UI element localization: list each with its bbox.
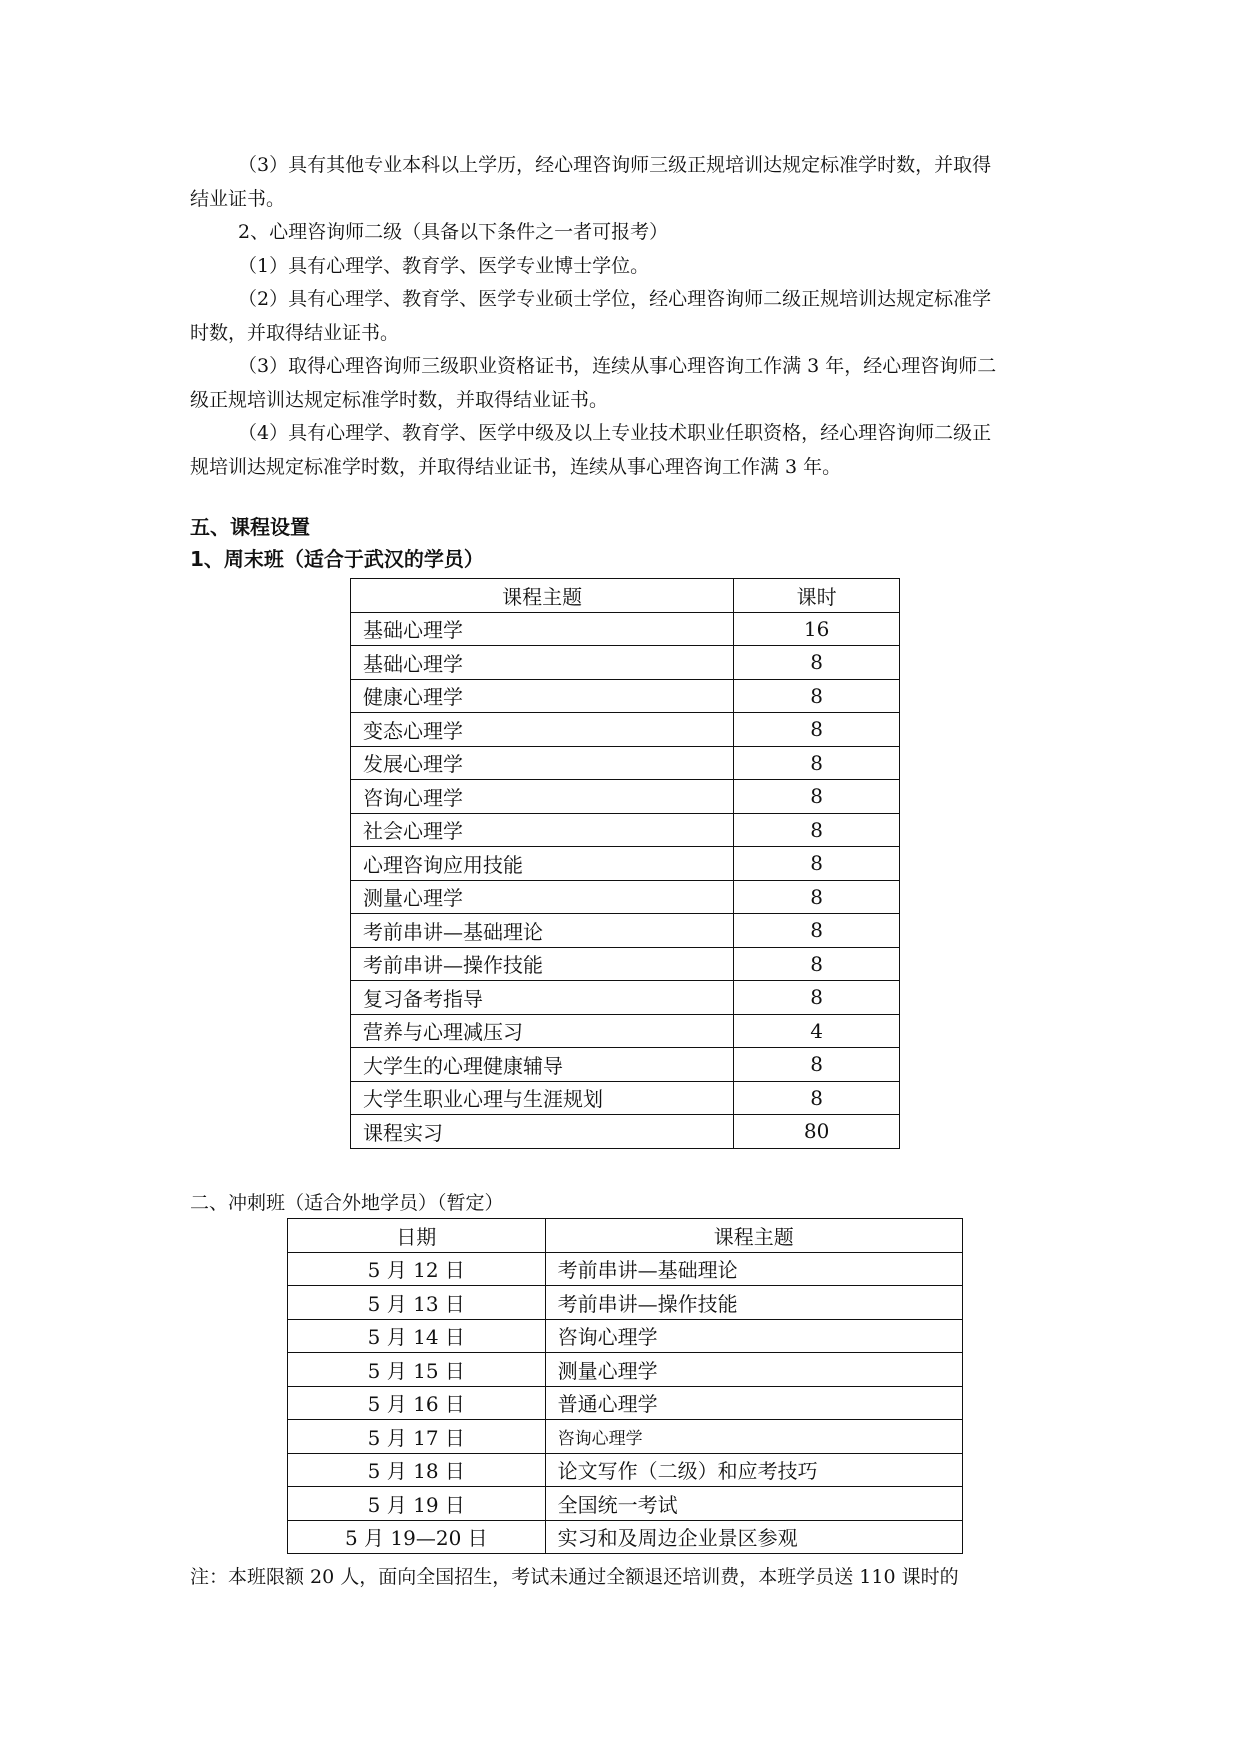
course-hours-cell: 8 — [734, 847, 900, 881]
table-row — [351, 981, 900, 1015]
course-topic-cell: 复习备考指导 — [351, 981, 734, 1015]
paragraph-line: 时数，并取得结业证书。 — [190, 322, 400, 344]
table-row — [351, 780, 900, 814]
table-row — [288, 1420, 963, 1454]
course-topic-cell: 咨询心理学 — [351, 780, 734, 814]
course-topic-cell: 社会心理学 — [351, 813, 734, 847]
table-row — [351, 847, 900, 881]
footnote: 注：本班限额 20 人，面向全国招生，考试未通过全额退还培训费，本班学员送 110 课时的 — [190, 1566, 959, 1588]
course-hours-cell: 8 — [734, 1081, 900, 1115]
course-hours-cell: 8 — [734, 780, 900, 814]
table-row — [288, 1319, 963, 1353]
paragraph-grade2-condition1: （1）具有心理学、教育学、医学专业博士学位。 — [238, 255, 650, 277]
sprint-schedule-table — [287, 1218, 963, 1554]
course-topic-cell: 测量心理学 — [545, 1353, 962, 1387]
course-hours-cell: 8 — [734, 947, 900, 981]
paragraph-grade2-condition4 — [190, 416, 1060, 484]
course-topic-cell: 营养与心理减压习 — [351, 1014, 734, 1048]
course-topic-cell: 论文写作（二级）和应考技巧 — [545, 1453, 962, 1487]
table-row — [351, 914, 900, 948]
paragraph-line: （3）具有其他专业本科以上学历，经心理咨询师三级正规培训达规定标准学时数，并取得 — [238, 154, 992, 176]
table-header-row — [288, 1219, 963, 1253]
course-topic-cell: 考前串讲—基础理论 — [545, 1252, 962, 1286]
course-hours-cell: 8 — [734, 880, 900, 914]
course-hours-cell: 8 — [734, 914, 900, 948]
paragraph-grade3-condition3 — [190, 148, 1060, 216]
date-cell: 5 月 17 日 — [288, 1420, 546, 1454]
column-header: 课时 — [734, 579, 900, 613]
paragraph-line: （2）具有心理学、教育学、医学专业硕士学位，经心理咨询师二级正规培训达规定标准学 — [238, 288, 992, 310]
grade2-heading: 2、心理咨询师二级（具备以下条件之一者可报考） — [238, 221, 669, 243]
course-topic-cell: 测量心理学 — [351, 880, 734, 914]
course-hours-cell: 16 — [734, 612, 900, 646]
table-row — [288, 1286, 963, 1320]
course-topic-cell: 考前串讲—操作技能 — [545, 1286, 962, 1320]
course-hours-cell: 80 — [734, 1115, 900, 1149]
table-row — [351, 679, 900, 713]
sprint-class-title: 二、冲刺班（适合外地学员）（暂定） — [190, 1192, 504, 1214]
date-cell: 5 月 19—20 日 — [288, 1520, 546, 1554]
table-row — [288, 1386, 963, 1420]
table-row — [351, 880, 900, 914]
date-cell: 5 月 14 日 — [288, 1319, 546, 1353]
table-row — [351, 1048, 900, 1082]
table-row — [351, 1115, 900, 1149]
paragraph-grade2-condition3 — [190, 349, 1060, 417]
date-cell: 5 月 12 日 — [288, 1252, 546, 1286]
table-row — [351, 746, 900, 780]
course-hours-cell: 8 — [734, 713, 900, 747]
course-topic-cell: 考前串讲—操作技能 — [351, 947, 734, 981]
course-topic-cell: 实习和及周边企业景区参观 — [545, 1520, 962, 1554]
course-topic-cell: 健康心理学 — [351, 679, 734, 713]
course-topic-cell: 变态心理学 — [351, 713, 734, 747]
course-topic-cell: 心理咨询应用技能 — [351, 847, 734, 881]
column-header: 日期 — [288, 1219, 546, 1253]
course-hours-cell: 8 — [734, 746, 900, 780]
table-row — [351, 713, 900, 747]
column-header: 课程主题 — [545, 1219, 962, 1253]
course-hours-cell: 4 — [734, 1014, 900, 1048]
paragraph-line: 结业证书。 — [190, 188, 286, 210]
paragraph-line: （4）具有心理学、教育学、医学中级及以上专业技术职业任职资格，经心理咨询师二级正 — [238, 422, 992, 444]
course-topic-cell: 大学生职业心理与生涯规划 — [351, 1081, 734, 1115]
section-title: 五、课程设置 — [190, 515, 310, 539]
section-subtitle: 1、周末班（适合于武汉的学员） — [190, 547, 484, 571]
paragraph-line: （3）取得心理咨询师三级职业资格证书，连续从事心理咨询工作满 3 年，经心理咨询师二 — [238, 355, 997, 377]
course-topic-cell: 普通心理学 — [545, 1386, 962, 1420]
course-hours-cell: 8 — [734, 1048, 900, 1082]
table-row — [288, 1353, 963, 1387]
table-row — [351, 1081, 900, 1115]
course-hours-cell: 8 — [734, 981, 900, 1015]
table-header-row — [351, 579, 900, 613]
course-hours-cell: 8 — [734, 646, 900, 680]
course-topic-cell: 基础心理学 — [351, 612, 734, 646]
paragraph-grade2-condition2 — [190, 282, 1060, 350]
table-row — [351, 612, 900, 646]
table-row — [288, 1487, 963, 1521]
table-row — [351, 813, 900, 847]
course-topic-cell: 咨询心理学 — [545, 1319, 962, 1353]
date-cell: 5 月 19 日 — [288, 1487, 546, 1521]
course-topic-cell: 课程实习 — [351, 1115, 734, 1149]
table-row — [351, 1014, 900, 1048]
table-row — [288, 1252, 963, 1286]
course-topic-cell: 全国统一考试 — [545, 1487, 962, 1521]
table-row — [288, 1453, 963, 1487]
course-topic-cell: 基础心理学 — [351, 646, 734, 680]
course-topic-cell: 大学生的心理健康辅导 — [351, 1048, 734, 1082]
course-topic-cell: 发展心理学 — [351, 746, 734, 780]
column-header: 课程主题 — [351, 579, 734, 613]
date-cell: 5 月 18 日 — [288, 1453, 546, 1487]
course-topic-cell: 咨询心理学 — [545, 1420, 962, 1454]
table-row — [351, 646, 900, 680]
date-cell: 5 月 16 日 — [288, 1386, 546, 1420]
course-topic-cell: 考前串讲—基础理论 — [351, 914, 734, 948]
course-hours-cell: 8 — [734, 679, 900, 713]
date-cell: 5 月 13 日 — [288, 1286, 546, 1320]
course-hours-cell: 8 — [734, 813, 900, 847]
paragraph-line: 规培训达规定标准学时数，并取得结业证书，连续从事心理咨询工作满 3 年。 — [190, 456, 842, 478]
table-row — [351, 947, 900, 981]
weekend-course-table — [350, 578, 900, 1149]
date-cell: 5 月 15 日 — [288, 1353, 546, 1387]
table-row — [288, 1520, 963, 1554]
paragraph-line: 级正规培训达规定标准学时数，并取得结业证书。 — [190, 389, 609, 411]
